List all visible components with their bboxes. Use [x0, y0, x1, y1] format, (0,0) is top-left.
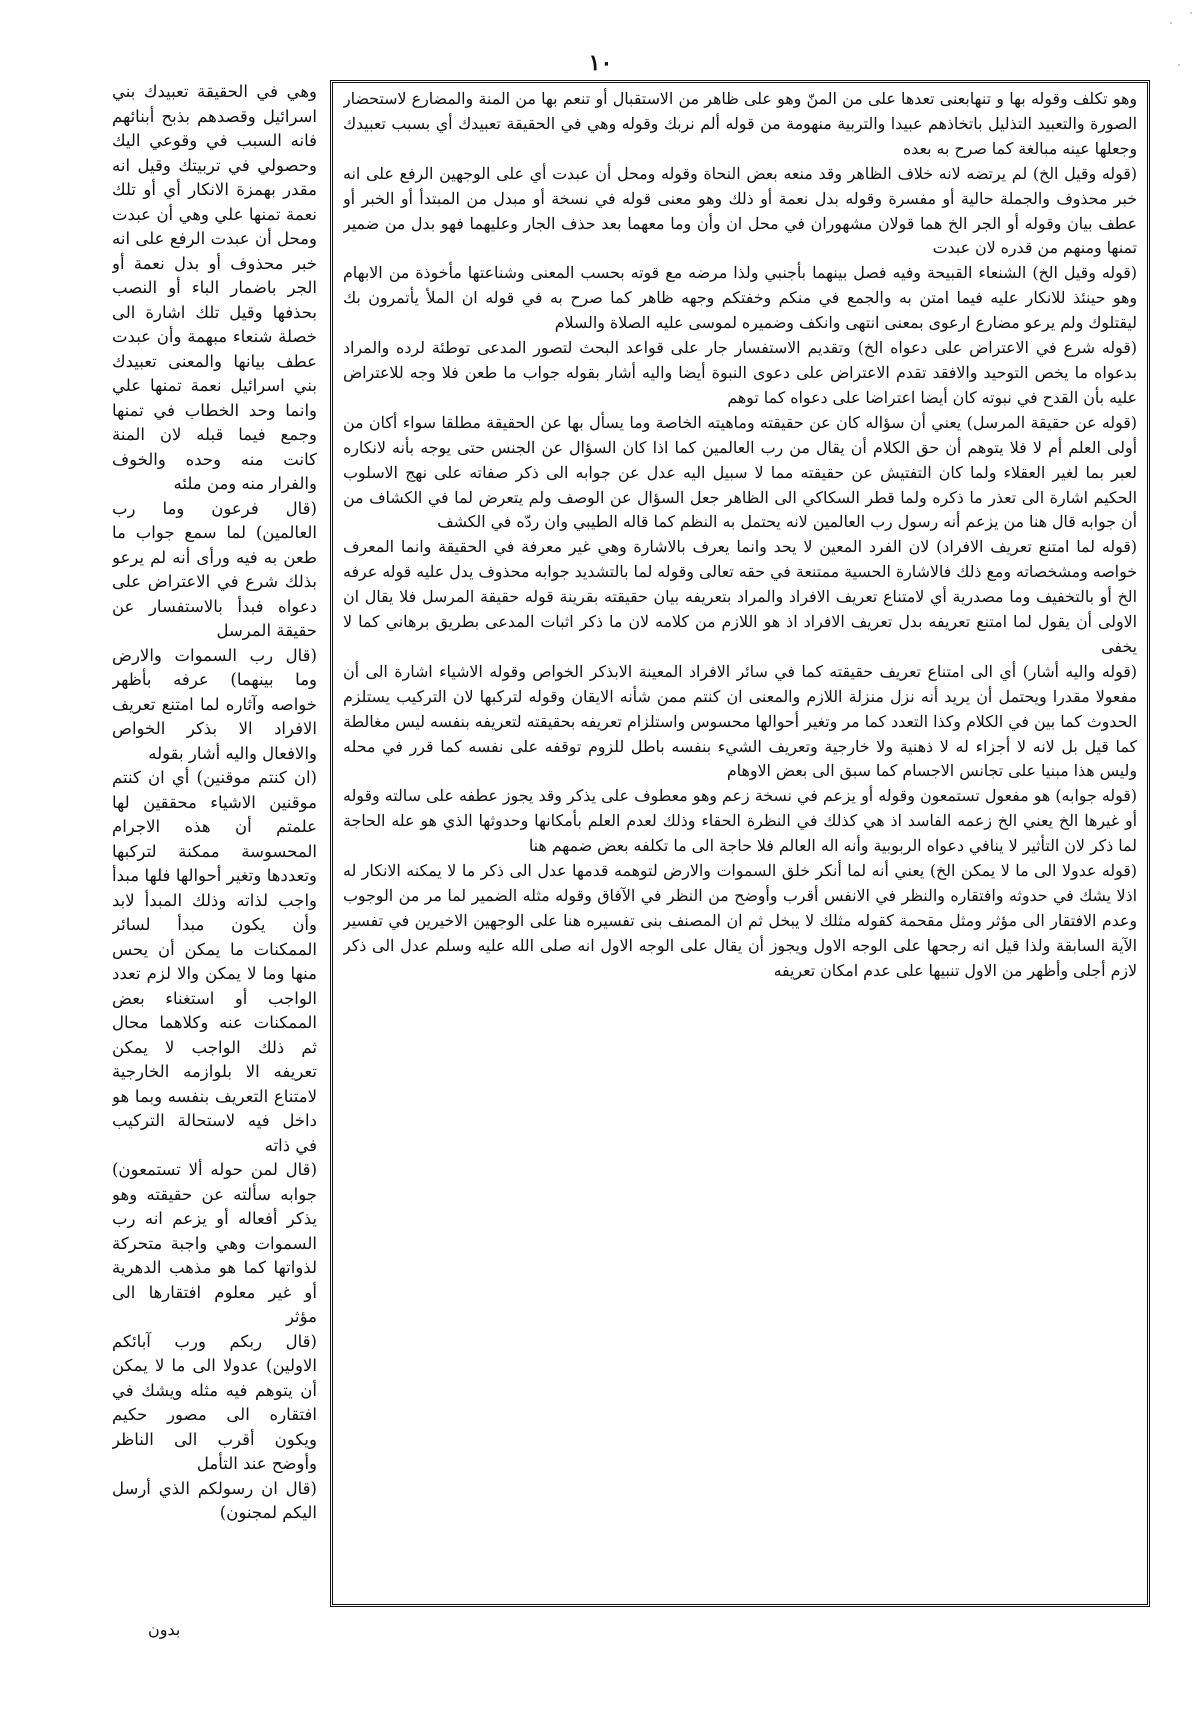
margin-paragraph: (قال فرعون وما رب العالمين) لما سمع جواب ما طعن به فيه ورأى أنه لم يرعو بذلك شرع في الاعتراض على دعواه فبدأ بالاستفسار عن حقيقة المرسل	[112, 498, 317, 640]
main-paragraph: (قوله وقيل الخ) لم يرتضه لانه خلاف الظاهر وقد منعه بعض النحاة وقوله ومحل أن عبدت أي على الوجهين الرفع على انه خبر محذوف والجملة حالية أو مفسرة وقوله بدل نعمة أو ذلك وهو معنى قوله في نسخة أو مبدل من المبتدأ أو الخبر أو عطف بيان وقوله أو الجر الخ هما قولان مشهوران في محل ان وأن وما معهما بعد حذف الجار وعليهما فهو بدل من ضمير تمنها ومنهم من قدره لان عبدت	[343, 163, 1137, 258]
margin-paragraph: (قال ان رسولكم الذي أرسل اليكم لمجنون)	[112, 1478, 317, 1522]
main-paragraph: (قوله واليه أشار) أي الى امتناع تعريف حقيقته كما في سائر الافراد المعينة الابذكر الخواص وقوله الاشياء اشارة الى أن مفعولا مقدرا ويحتمل أن يريد أنه نزل منزلة اللازم والمعنى ان كنتم ممن شأنه الايقان وقوله لتركبها لان التركيب يستلزم الحدوث كما بين في الكلام وكذا التعدد كما مر وتغير أحوالها محسوس واستلزام تعريفه بحقيقته لتعريفه بنفسه ليس مغالطة كما قيل بل لانه لا أجزاء له لا ذهنية ولا خارجية وتعريف الشيء بنفسه باطل للزوم توقفه على نفسه كما قرر في محله وليس هذا مبنيا على تجانس الاجسام كما سبق الى بعض الاوهام	[343, 661, 1137, 781]
margin-paragraph: (قال رب السموات والارض وما بينهما) عرفه بأظهر خواصه وآثاره لما امتنع تعريف الافراد الا بذكر الخواص والافعال واليه أشار بقوله	[112, 645, 317, 763]
main-paragraph: (قوله لما امتنع تعريف الافراد) لان الفرد المعين لا يحد وانما يعرف بالاشارة وهي غير معرفة في الحقيقة وانما المعرف خواصه ومشخصاته ومع ذلك فالاشارة الحسية ممتنعة في حقه تعالى وقوله لما بالتشديد جوابه محذوف يدل عليه قوله عرفه الخ أو بالتخفيف وما مصدرية أي لامتناع تعريف الافراد والمراد بتعريفه بيان حقيقته بقرينة قوله حقيقة المرسل فلا يقال ان الاولى أن يقول لما امتنع تعريفه بدل تعريف الافراد اذ هو اللازم من كلامه لان ما ذكر اثبات المدعى بطريق برهاني كما لا يخفى	[343, 537, 1137, 656]
main-paragraph: (قوله وقيل الخ) الشنعاء القبيحة وفيه فصل بينهما بأجنبي ولذا مرضه مع قوته بحسب المعنى وشناعتها مأخوذة من الابهام وهو حينئذ للانكار عليه فيما امتن به والجمع في منكم وخفتكم وجهه ظاهر كما صرح به في قوله ان الملأ يأتمرون بك ليقتلوك ولم يرعو مضارع ارعوى بمعنى انتهى وانكف وضميره لموسى عليه الصلاة والسلام	[343, 263, 1137, 333]
margin-paragraph: (ان كنتم موقنين) أي ان كنتم موقنين الاشياء محققين لها علمتم أن هذه الاجرام المحسوسة ممكنة لتركبها وتعددها وتغير أحوالها فلها مبدأ واجب لذاته وذلك المبدأ لابد وأن يكون مبدأ لسائر الممكنات ما يمكن أن يحس منها وما لا يمكن والا لزم تعدد الواجب أو استغناء بعض الممكنات عنه وكلاهما محال ثم ذلك الواجب لا يمكن تعريفه الا بلوازمه الخارجية لامتناع التعريف بنفسه وبما هو داخل فيه لاستحالة التركيب في ذاته	[112, 768, 317, 1155]
margin-commentary-column	[112, 80, 317, 1610]
main-paragraph: (قوله عن حقيقة المرسل) يعني أن سؤاله كان عن حقيقته وماهيته الخاصة وما يسأل بها عن الحقيقة مطلقا سواء أكان من أولى العلم أم لا فلا يتوهم أن حق الكلام أن يقال من رب العالمين كما اذا كان السؤال عن الجنس حتى يوجه بأنه لانكاره لعبر بما لغير العقلاء ولما كان التفتيش عن حقيقته مما لا سبيل اليه عدل عن جوابه الى ذكر صفاته على نهج الاسلوب الحكيم اشارة الى تعذر ما ذكره ولما قطر السكاكي الى الظاهر جعل السؤال عن الوصف ولم يتعرض لما في الكشاف من أن جوابه قال هنا من يزعم أنه رسول رب العالمين لانه يحتمل به النظم كما قاله الطيبي وان ردّه في الكشف	[343, 412, 1137, 532]
margin-paragraph: (قال ربكم ورب آبائكم الاولين) عدولا الى ما لا يمكن أن يتوهم فيه مثله ويشك في افتقاره الى مصور حكيم ويكون أقرب الى الناظر وأوضح عند التأمل	[112, 1331, 317, 1473]
main-text-box	[330, 80, 1150, 1607]
paper-speck	[1190, 12, 1192, 14]
page-number: ١٠	[588, 50, 613, 76]
catchword: بدون	[148, 1620, 181, 1639]
margin-paragraph: (قال لمن حوله ألا تستمعون) جوابه سألته عن حقيقته وهو يذكر أفعاله أو يزعم انه رب السموات وهي واجبة متحركة لذواتها كما هو مذهب الدهرية أو غير معلوم افتقارها الى مؤثر	[112, 1160, 317, 1326]
main-paragraph: وهو تكلف وقوله بها و تنهابعنى تعدها على من المنّ وهو على ظاهر من الاستقبال أو تنعم بها من المنة والمضارع لاستحضار الصورة والتعبيد التذليل باتخاذهم عبيدا والتربية منهومة من قوله ألم نربك وقوله وهي في الحقيقة تعبيدك أي بسبب تعبيدك وجعلها عينه مبالغة كما صرح به بعده	[343, 89, 1137, 158]
paper-speck	[1170, 22, 1172, 24]
main-paragraph: (قوله شرع في الاعتراض على دعواه الخ) وتقديم الاستفسار جار على قواعد البحث لتصور المدعى توطئة لرده والمراد بدعواه ما يخص التوحيد والافقد تقدم الاعتراض على دعوى النبوة أيضا واليه أشار بقوله جواب ما طعن فلا وجه للاعتراض عليه بأن القدح في نبوته كان أيضا اعتراضا على دعواه كما توهم	[343, 338, 1137, 407]
margin-paragraph: وهي في الحقيقة تعبيدك بني اسرائيل وقصدهم بذبح أبنائهم فانه السبب في وقوعي اليك وحصولي في تربيتك وقيل انه مقدر بهمزة الانكار أي أو تلك نعمة تمنها علي وهي أن عبدت ومحل أن عبدت الرفع على انه خبر محذوف أو بدل نعمة أو الجر باضمار الباء أو النصب بحذفها وقيل تلك اشارة الى خصلة شنعاء مبهمة وأن عبدت عطف بيانها والمعنى تعبيدك بني اسرائيل نعمة تمنها علي وانما وحد الخطاب في تمنها وجمع فيما قبله لان المنة كانت منه وحده والخوف والفرار منه ومن ملئه	[112, 82, 317, 493]
main-text-body	[343, 87, 1137, 1600]
main-paragraph: (قوله جوابه) هو مفعول تستمعون وقوله أو يزعم في نسخة زعم وهو معطوف على يذكر وقد يجوز عطفه على سالته وقوله أو غيرها الخ يعني الخ زعمه الفاسد اذ هي كذلك في النظرة الحقاء وذلك لعدم العلم بأمكانها وحدوثها الذي هو عله الحاجة لما ذكر لان التأثير لا ينافي دعواه الربوبية وأنه اله العالم فلا حاجة الى ما تكلفه بعض ضمهم هنا	[343, 786, 1137, 856]
page-frame	[112, 80, 1150, 1610]
main-paragraph: (قوله عدولا الى ما لا يمكن الخ) يعني أنه لما أنكر خلق السموات والارض لتوهمه قدمها عدل الى ذكر ما لا يمكنه الانكار له اذلا يشك في حدوثه وافتقاره والنظر في الانفس أقرب وأوضح من النظر في الآفاق وقوله مثله الضمير لما مر من الوجوب وعدم الافتقار الى مؤثر ومثل مقحمة كقوله مثلك لا يبخل ثم ان المصنف بنى تفسيره هنا على الوجهين الاخيرين في تفسير الآية السابقة ولذا قيل انه رجحها على الوجه الاول ويجوز أن يقال على الوجه الاول انه صلى الله عليه وسلم عدل الى ذكر لازم أجلى وأظهر من الاول تنبيها على عدم امكان تعريفه	[343, 861, 1137, 980]
paper-speck	[1178, 64, 1180, 66]
